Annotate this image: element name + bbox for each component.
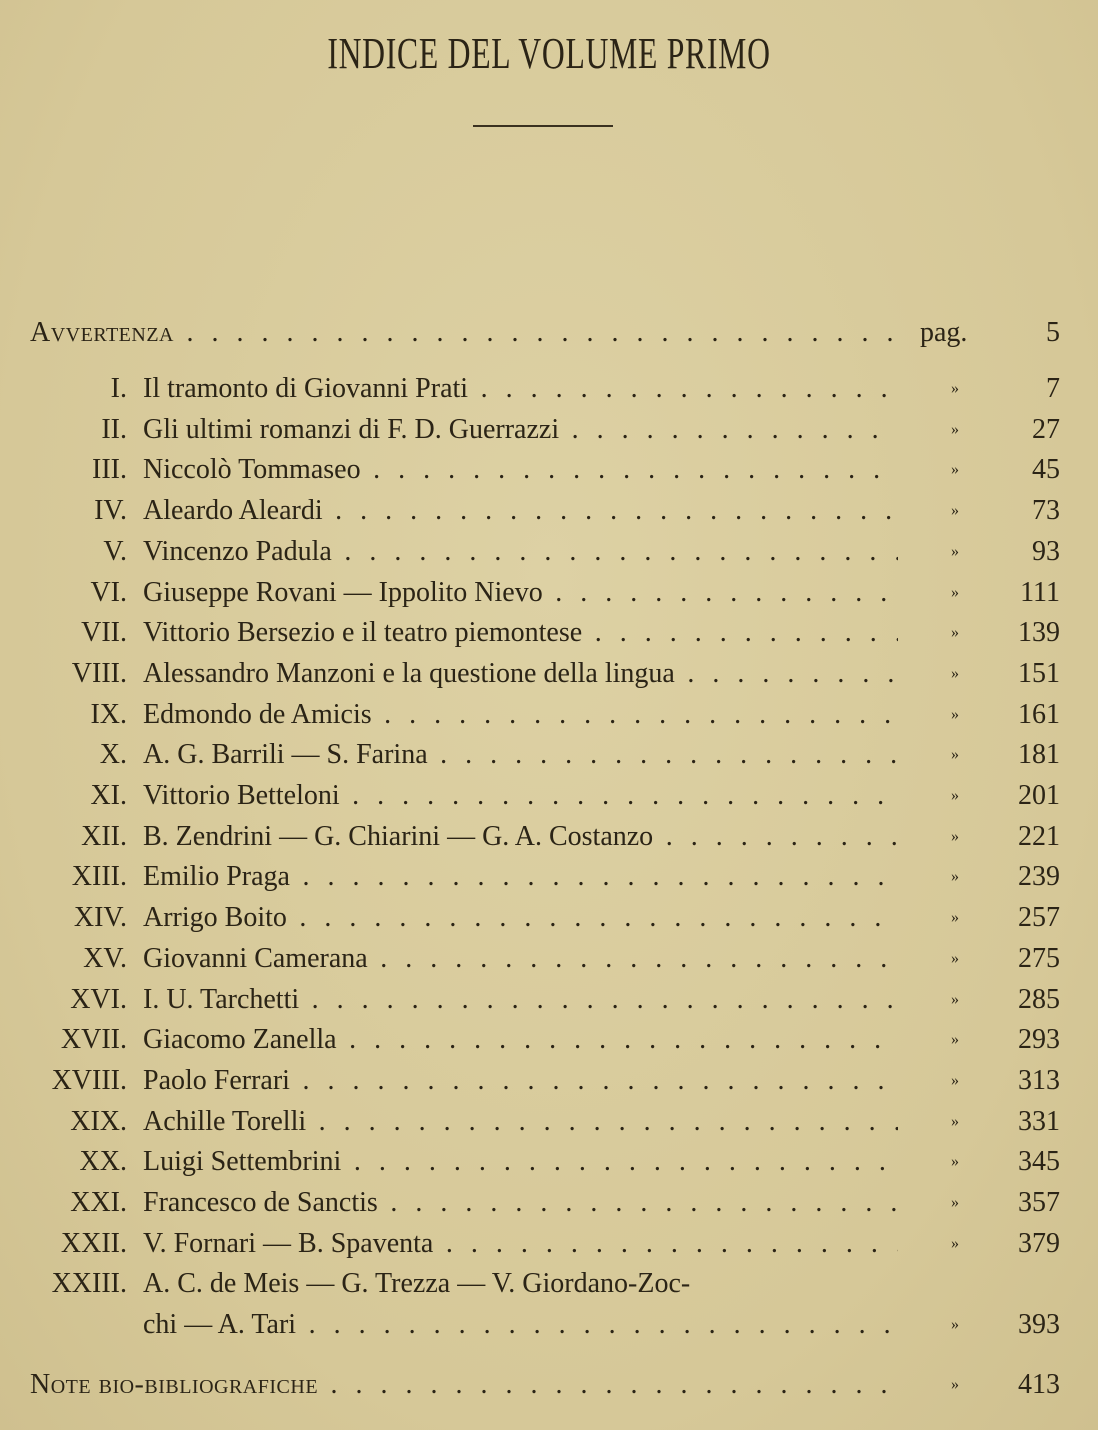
ditto-mark: » <box>951 1194 959 1211</box>
chapter-number: XV. <box>83 943 127 974</box>
toc-entry <box>0 938 1098 979</box>
page-number: 151 <box>1018 658 1060 689</box>
page-number: 73 <box>1032 495 1060 526</box>
chapter-number: XIII. <box>71 861 127 892</box>
toc-entry <box>0 775 1098 816</box>
ditto-mark: » <box>951 1376 959 1393</box>
page-number: 181 <box>1018 739 1060 770</box>
ditto-mark: » <box>951 991 959 1008</box>
ditto-mark: » <box>951 461 959 478</box>
chapter-title: Vittorio Bersezio e il teatro piemontese . . . <box>143 612 898 653</box>
toc-entry <box>0 1182 1098 1223</box>
chapter-number: IV. <box>94 495 127 526</box>
ditto-mark: » <box>951 1113 959 1130</box>
chapter-number: X. <box>99 739 127 770</box>
toc-entry <box>0 612 1098 653</box>
toc-entry <box>0 409 1098 450</box>
page-number: 201 <box>1018 780 1060 811</box>
chapter-number: I. <box>110 373 127 404</box>
page-number: 221 <box>1018 821 1060 852</box>
page-number: 161 <box>1018 699 1060 730</box>
chapter-number: II. <box>101 414 127 445</box>
ditto-mark: » <box>951 828 959 845</box>
chapter-number: XXIII. <box>51 1268 127 1299</box>
chapter-title: A. G. Barrili — S. Farina . . . <box>143 734 898 775</box>
page-title: INDICE DEL VOLUME PRIMO <box>327 29 771 78</box>
chapter-title: Edmondo de Amicis . . . <box>143 694 898 735</box>
page-number: 331 <box>1018 1106 1060 1137</box>
title-rule <box>473 125 613 127</box>
toc-entry <box>0 694 1098 735</box>
toc-entry <box>0 734 1098 775</box>
chapter-title-continuation: chi — A. Tari . . . <box>143 1304 898 1345</box>
page-number: 285 <box>1018 984 1060 1015</box>
toc-entry-continuation <box>0 1304 1098 1345</box>
page-number: 257 <box>1018 902 1060 933</box>
front-matter-row <box>0 312 1098 353</box>
back-matter-row <box>0 1364 1098 1405</box>
ditto-mark: » <box>951 706 959 723</box>
ditto-mark: » <box>951 1235 959 1252</box>
chapter-title: V. Fornari — B. Spaventa . . . <box>143 1223 898 1264</box>
chapter-title: Giuseppe Rovani — Ippolito Nievo . . . <box>143 572 898 613</box>
ditto-mark: » <box>951 380 959 397</box>
ditto-mark: » <box>951 909 959 926</box>
chapter-number: XVIII. <box>51 1065 127 1096</box>
toc-entry <box>0 1141 1098 1182</box>
ditto-mark: » <box>951 584 959 601</box>
ditto-mark: » <box>951 746 959 763</box>
chapter-title: B. Zendrini — G. Chiarini — G. A. Costanzo . . . <box>143 816 898 857</box>
page-number: 27 <box>1032 414 1060 445</box>
ditto-mark: » <box>951 421 959 438</box>
chapter-title: Niccolò Tommaseo . . . <box>143 449 898 490</box>
toc-entry <box>0 1019 1098 1060</box>
page-number: 7 <box>1046 373 1060 404</box>
ditto-mark: » <box>951 543 959 560</box>
chapter-title: Vincenzo Padula . . . <box>143 531 898 572</box>
toc-entry <box>0 1223 1098 1264</box>
toc-entry <box>0 449 1098 490</box>
toc-entry <box>0 572 1098 613</box>
toc-entry <box>0 897 1098 938</box>
chapter-number: IX. <box>90 699 127 730</box>
pag-label: pag. <box>920 317 968 348</box>
chapter-title: Emilio Praga . . . <box>143 856 898 897</box>
chapter-number: XI. <box>90 780 127 811</box>
chapter-number: VIII. <box>71 658 127 689</box>
toc-entry <box>0 1101 1098 1142</box>
ditto-mark: » <box>951 950 959 967</box>
page-number: 93 <box>1032 536 1060 567</box>
page-number: 379 <box>1018 1228 1060 1259</box>
chapter-number: XXII. <box>60 1228 127 1259</box>
ditto-mark: » <box>951 787 959 804</box>
chapter-title: Arrigo Boito . . . <box>143 897 898 938</box>
page-number: 45 <box>1032 454 1060 485</box>
toc-entry <box>0 490 1098 531</box>
toc-entry <box>0 979 1098 1020</box>
chapter-number: VII. <box>81 617 127 648</box>
chapter-title: Vittorio Betteloni . . . <box>143 775 898 816</box>
toc-entry <box>0 1263 1098 1304</box>
chapter-number: XXI. <box>70 1187 127 1218</box>
page-number: 139 <box>1018 617 1060 648</box>
chapter-title: A. C. de Meis — G. Trezza — V. Giordano-Zoc- <box>143 1268 691 1299</box>
chapter-title: Francesco de Sanctis . . . <box>143 1182 898 1223</box>
chapter-number: XVI. <box>70 984 127 1015</box>
ditto-mark: » <box>951 1031 959 1048</box>
toc-entry <box>0 856 1098 897</box>
chapter-title: Aleardo Aleardi . . . <box>143 490 898 531</box>
chapter-number: XVII. <box>60 1024 127 1055</box>
page-number: 413 <box>1018 1369 1060 1400</box>
chapter-number: XII. <box>81 821 127 852</box>
chapter-number: V. <box>103 536 127 567</box>
chapter-number: VI. <box>90 577 127 608</box>
chapter-number: XIX. <box>70 1106 127 1137</box>
chapter-title: Giacomo Zanella . . . <box>143 1019 898 1060</box>
page-number: 293 <box>1018 1024 1060 1055</box>
page-number: 357 <box>1018 1187 1060 1218</box>
chapter-title: Il tramonto di Giovanni Prati . . . <box>143 368 898 409</box>
ditto-mark: » <box>951 1072 959 1089</box>
chapter-number: XIV. <box>73 902 127 933</box>
chapter-title: Alessandro Manzoni e la questione della lingua . . . <box>143 653 898 694</box>
chapter-number: III. <box>92 454 127 485</box>
front-matter-label: Avvertenza . . . <box>30 312 898 353</box>
chapter-title: Luigi Settembrini . . . <box>143 1141 898 1182</box>
ditto-mark: » <box>951 665 959 682</box>
page-number: 275 <box>1018 943 1060 974</box>
page-number: 313 <box>1018 1065 1060 1096</box>
ditto-mark: » <box>951 868 959 885</box>
toc-entry <box>0 368 1098 409</box>
page-number: 345 <box>1018 1146 1060 1177</box>
chapter-title: I. U. Tarchetti . . . <box>143 979 898 1020</box>
chapter-title: Giovanni Camerana . . . <box>143 938 898 979</box>
chapter-title: Gli ultimi romanzi di F. D. Guerrazzi . . . <box>143 409 898 450</box>
ditto-mark: » <box>951 1153 959 1170</box>
ditto-mark: » <box>951 1316 959 1333</box>
toc-entry <box>0 816 1098 857</box>
toc-entry <box>0 531 1098 572</box>
page-number: 393 <box>1018 1309 1060 1340</box>
chapter-number: XX. <box>79 1146 127 1177</box>
chapter-title: Achille Torelli . . . <box>143 1101 898 1142</box>
toc-entry <box>0 1060 1098 1101</box>
page-number: 5 <box>1046 317 1060 348</box>
ditto-mark: » <box>951 624 959 641</box>
page-number: 239 <box>1018 861 1060 892</box>
ditto-mark: » <box>951 502 959 519</box>
back-matter-label: Note bio-bibliografiche . . . <box>30 1364 898 1405</box>
toc-entry <box>0 653 1098 694</box>
chapter-title: Paolo Ferrari . . . <box>143 1060 898 1101</box>
page-number: 111 <box>1020 577 1060 608</box>
